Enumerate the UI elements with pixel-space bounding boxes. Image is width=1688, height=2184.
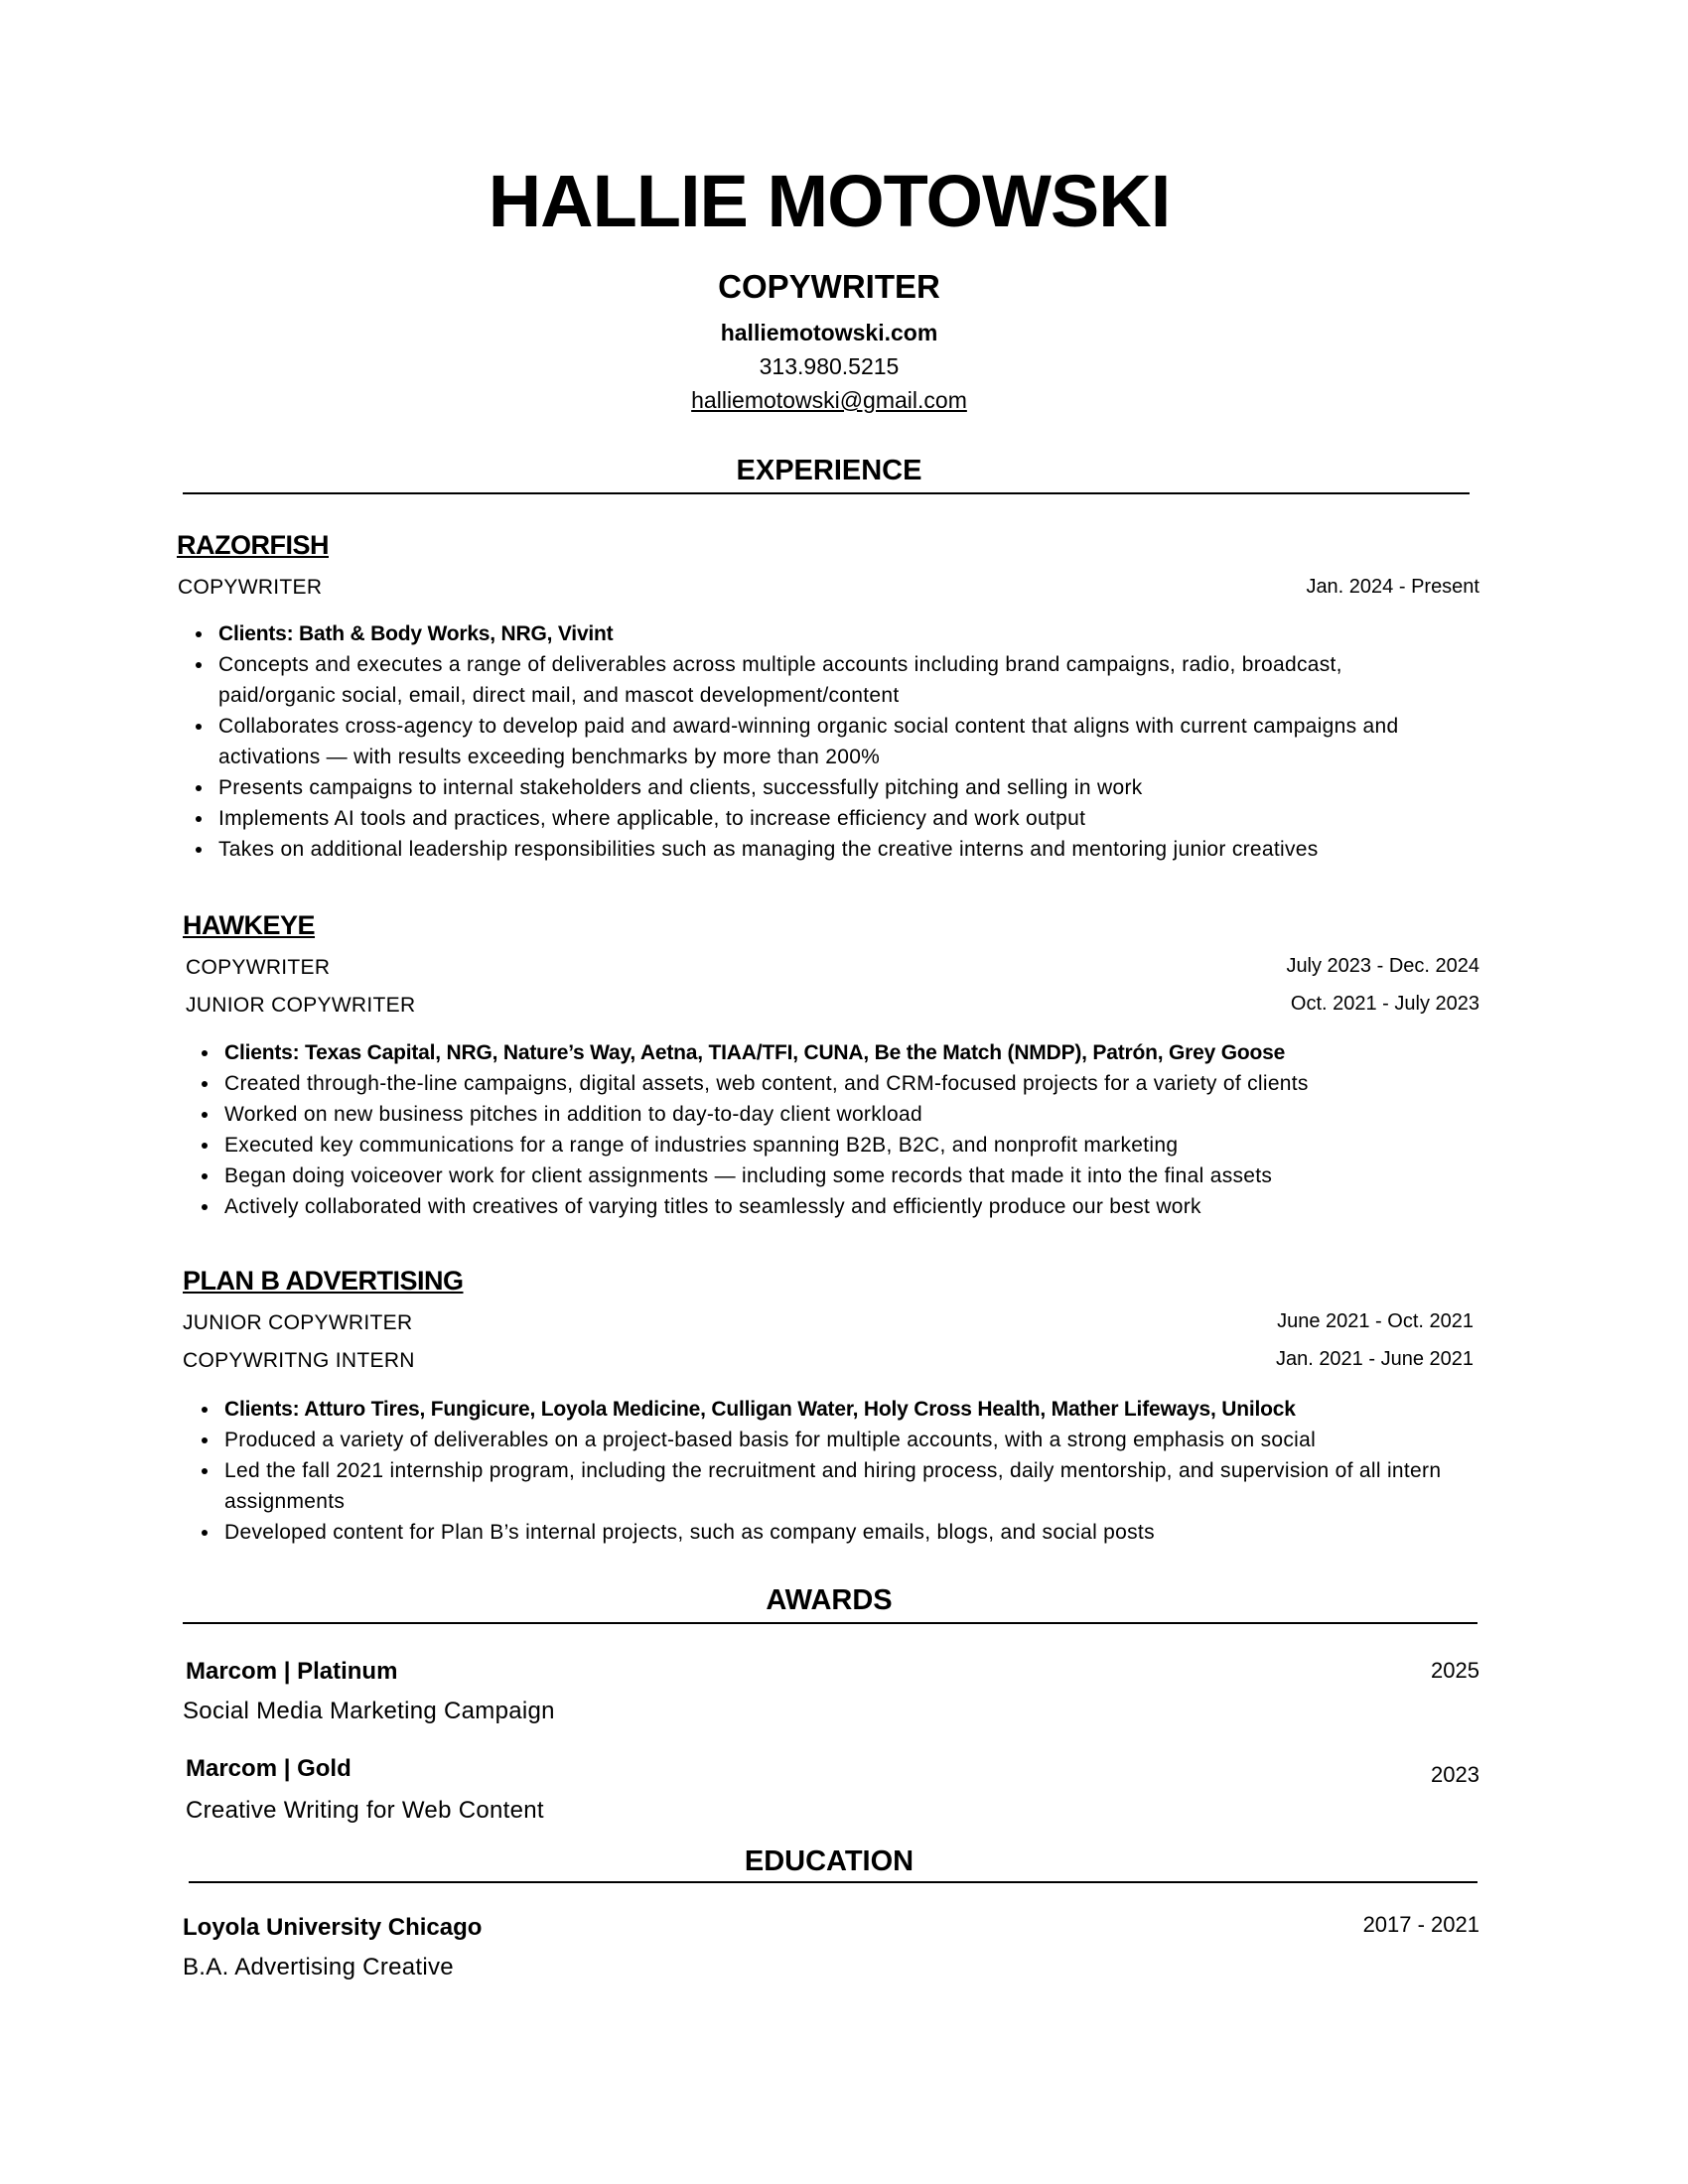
job-dates: Jan. 2021 - June 2021 xyxy=(1275,1348,1474,1370)
experience-heading: EXPERIENCE xyxy=(736,455,922,486)
list-item: Collaborates cross-agency to develop paid and award-winning organic social content that aligns with current campaigns and activations — with results exceeding benchmarks by more than 200% xyxy=(218,711,1450,772)
phone-number: 313.980.5215 xyxy=(759,353,900,379)
hawkeye-bullets xyxy=(189,1037,1476,1222)
education-divider xyxy=(189,1881,1477,1883)
company-hawkeye: HAWKEYE xyxy=(183,910,316,940)
list-item: Led the fall 2021 internship program, including the recruitment and hiring process, daily mentorship, and supervision of all intern assignments xyxy=(224,1455,1466,1517)
awards-divider xyxy=(183,1622,1477,1624)
school-name: Loyola University Chicago xyxy=(183,1914,483,1941)
list-item: Clients: Texas Capital, NRG, Nature’s Way, Aetna, TIAA/TFI, CUNA, Be the Match (NMDP), Patrón, Grey Goose xyxy=(224,1037,1476,1068)
list-item: Worked on new business pitches in addition to day-to-day client workload xyxy=(224,1099,1476,1130)
company-razorfish: RAZORFISH xyxy=(177,530,329,560)
education-heading: EDUCATION xyxy=(744,1845,914,1877)
job-title: JUNIOR COPYWRITER xyxy=(183,1311,413,1334)
list-item: Concepts and executes a range of deliverables across multiple accounts including brand campaigns, radio, broadcast, paid/organic social, email, direct mail, and mascot development/content xyxy=(218,649,1450,711)
job-dates: Jan. 2024 - Present xyxy=(1306,576,1479,598)
job-dates: June 2021 - Oct. 2021 xyxy=(1277,1310,1474,1332)
job-title: COPYWRITNG INTERN xyxy=(183,1349,415,1372)
award-title: Marcom | Platinum xyxy=(186,1658,398,1685)
award-title: Marcom | Gold xyxy=(186,1755,352,1782)
job-title: COPYWRITER xyxy=(186,956,331,979)
list-item: Created through-the-line campaigns, digital assets, web content, and CRM-focused projects for a variety of clients xyxy=(224,1068,1476,1099)
award-year: 2025 xyxy=(1431,1658,1479,1683)
awards-heading: AWARDS xyxy=(766,1584,893,1616)
award-description: Social Media Marketing Campaign xyxy=(183,1698,555,1724)
degree: B.A. Advertising Creative xyxy=(183,1954,454,1980)
list-item: Began doing voiceover work for client assignments — including some records that made it into the final assets xyxy=(224,1160,1476,1191)
list-item: Takes on additional leadership responsibilities such as managing the creative interns and mentoring junior creatives xyxy=(218,834,1450,865)
list-item: Clients: Bath & Body Works, NRG, Vivint xyxy=(218,618,1450,649)
list-item: Presents campaigns to internal stakeholders and clients, successfully pitching and selling in work xyxy=(218,772,1450,803)
candidate-name: HALLIE MOTOWSKI xyxy=(488,160,1171,242)
job-title: COPYWRITER xyxy=(178,576,323,599)
website-link[interactable]: halliemotowski.com xyxy=(720,320,938,345)
list-item: Produced a variety of deliverables on a project-based basis for multiple accounts, with a strong emphasis on social xyxy=(224,1425,1466,1455)
job-dates: July 2023 - Dec. 2024 xyxy=(1286,955,1479,977)
list-item: Executed key communications for a range of industries spanning B2B, B2C, and nonprofit marketing xyxy=(224,1130,1476,1160)
award-year: 2023 xyxy=(1431,1762,1479,1787)
list-item: Developed content for Plan B’s internal projects, such as company emails, blogs, and social posts xyxy=(224,1517,1466,1548)
razorfish-bullets xyxy=(183,618,1450,865)
list-item: Actively collaborated with creatives of varying titles to seamlessly and efficiently produce our best work xyxy=(224,1191,1476,1222)
company-plan-b: PLAN B ADVERTISING xyxy=(183,1266,464,1296)
list-item: Implements AI tools and practices, where applicable, to increase efficiency and work output xyxy=(218,803,1450,834)
experience-divider xyxy=(183,492,1470,494)
email-link[interactable]: halliemotowski@gmail.com xyxy=(691,387,967,413)
award-description: Creative Writing for Web Content xyxy=(186,1797,544,1824)
education-years: 2017 - 2021 xyxy=(1362,1912,1479,1937)
list-item: Clients: Atturo Tires, Fungicure, Loyola Medicine, Culligan Water, Holy Cross Health, Mather Lifeways, Unilock xyxy=(224,1394,1466,1425)
plan-b-bullets xyxy=(189,1394,1466,1548)
candidate-role: COPYWRITER xyxy=(718,268,940,305)
job-title: JUNIOR COPYWRITER xyxy=(186,994,416,1017)
job-dates: Oct. 2021 - July 2023 xyxy=(1290,993,1479,1015)
